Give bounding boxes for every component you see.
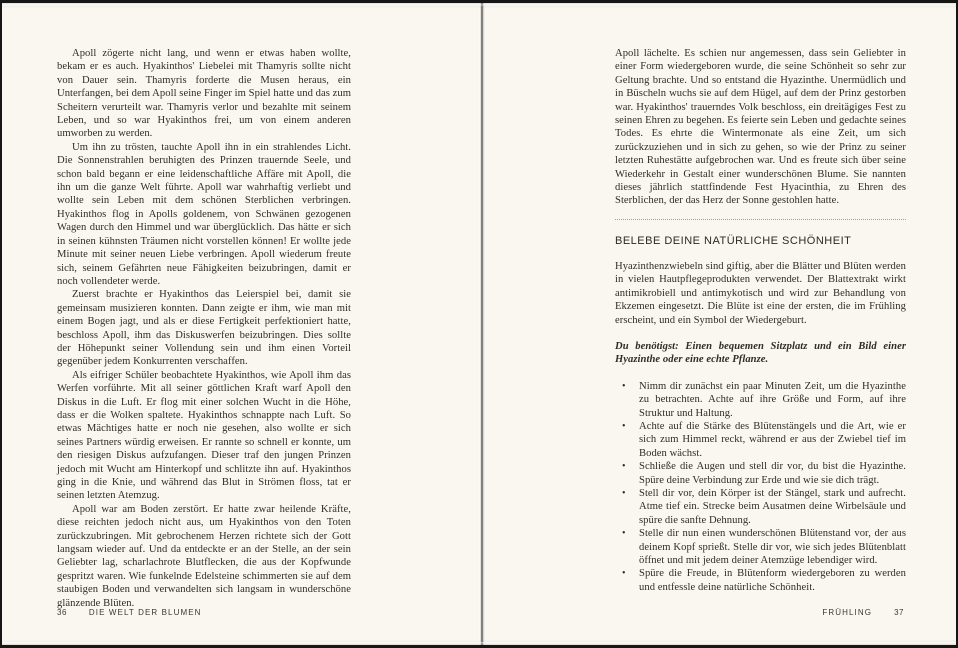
- bullet-item: • Stell dir vor, dein Körper ist der Stängel, stark und aufrecht. Atme tief ein. Strecke beim Ausatmen deine Wirbelsäule und spüre die sanfte Dehnung.: [615, 487, 906, 527]
- body-paragraph: Als eifriger Schüler beobachtete Hyakinthos, wie Apoll ihm das Werfen vorführte. Mit all seiner göttlichen Kraft warf Apoll den Diskus in die Luft. Er flog mit einer solchen Wucht in die Höhe, dass er die Wolken spaltete. Hyakinthos schnappte nach Luft. So etwas Mächtiges hatte er noch nie gesehen, also wollte er sich seines Partners würdig erweisen. Er rannte so schnell er konnte, um den riesigen Diskus aufzufangen. Dieser traf den jungen Prinzen jedoch mit Wucht am Hinterkopf und schlitzte ihn auf. Hyakinthos ging in die Knie, und während das Blut in Strömen floss, tat er seinen letzten Atemzug.: [57, 369, 351, 502]
- materials-note: Du benötigst: Einen bequemen Sitzplatz und ein Bild einer Hyazinthe oder eine echte Pflanze.: [615, 340, 906, 366]
- body-paragraph: Zuerst brachte er Hyakinthos das Leierspiel bei, damit sie gemeinsam musizieren konnten. Dann zeigte er ihm, wie man mit einem Bogen jagt, und als er diese Fertigkeit perfektioniert hatte, beschloss Apoll, ihm das Diskuswerfen beizubringen. Dies sollte der Höhepunkt seiner Vollendung sein und ihm einen Vorteil gegenüber jedem Konkurrenten verschaffen.: [57, 289, 351, 368]
- running-head: FRÜHLING: [822, 608, 873, 617]
- body-paragraph: Apoll zögerte nicht lang, und wenn er etwas haben wollte, bekam er es auch. Hyakinthos' Liebelei mit Thamyris sollte nicht von Dauer sein. Thamyris forderte die Musen heraus, ein Unterfangen, bei dem Apoll seine Finger im Spiel hatte und das zum Scheitern verurteilt war. Thamyris verlor und bezahlte mit seinem Leben, und so war Hyakinthos frei, um von einem anderen umworben zu werden.: [57, 48, 351, 140]
- body-paragraph: Apoll war am Boden zerstört. Er hatte zwar heilende Kräfte, diese reichten jedoch nicht aus, um Hyakinthos von den Toten zurückzubringen. Mit gebrochenem Herzen richtete sich der Gott langsam wieder auf. Und da entdeckte er an der Stelle, an der sein Geliebter lag, scharlachrote Blutflecken, die aus der Kopfwunde gespritzt waren. Wie funkelnde Edelsteine schimmerten sie auf dem staubigen Boden und verwandelten sich langsam in wunderschöne glänzende Blüten.: [57, 503, 351, 609]
- left-page-footer: [2, 608, 479, 617]
- bullet-item: • Schließe die Augen und stell dir vor, du bist die Hyazinthe. Spüre deine Verbindung zur Erde und wie sie dich trägt.: [615, 460, 906, 487]
- bullet-item: • Stelle dir nun einen wunderschönen Blütenstand vor, der aus deinem Kopf sprießt. Stelle dir vor, wie sich jedes Blütenblatt öffnet und mit jedem deiner Atemzüge lebendiger wird.: [615, 527, 906, 567]
- right-page-footer: [485, 608, 956, 617]
- running-head: DIE WELT DER BLUMEN: [88, 608, 202, 617]
- page-number: 37: [894, 608, 904, 617]
- bullet-item: • Spüre die Freude, in Blütenform wiedergeboren zu werden und entfessle deine natürliche Schönheit.: [615, 567, 906, 594]
- left-page: [2, 3, 479, 645]
- body-paragraph: Apoll lächelte. Es schien nur angemessen, dass sein Geliebter in einer Form wiedergeboren wurde, die seine Schönheit so sehr zur Geltung brachte. Und so entstand die Hyazinthe. Unermüdlich und in Büscheln wuchs sie auf dem Hügel, auf dem der Prinz gestorben war. Hyakinthos' trauerndes Volk beschloss, ein dreitägiges Fest zu seinen Ehren zu begehen. Es feierte sein Leben und gedachte seines Todes. Es ehrte die Wintermonate als eine Zeit, um sich zurückzuziehen und in sich zu gehen, so wie der Prinz zu seiner letzten Ruhestätte aufgebrochen war. Und es freute sich über seine Wiederkehr in Gestalt einer wunderschönen Blume. Sie nannten dieses jährlich stattfindende Fest Hyacinthia, zu Ehren des Sterblichen, der das Herz der Sonne gestohlen hatte.: [615, 48, 906, 207]
- body-paragraph: Um ihn zu trösten, tauchte Apoll ihn in ein strahlendes Licht. Die Sonnenstrahlen beruhigten des Prinzen trauernde Seele, und schon bald begann er eine leidenschaftliche Affäre mit Apoll, die ihn um die ganze Welt führte. Apoll war wahrhaftig verliebt und wollte sein Leben mit dem schönen Sterblichen verbringen. Hyakinthos flog in Apolls goldenem, von Schwänen gezogenen Wagen durch den Himmel und war überglücklich. Das hätte er sich in seinen kühnsten Träumen nicht vorstellen können! Er wollte jede Minute mit seiner neuen Liebe verbringen. Apoll wiederum freute sich, seinem Gefährten neue Fähigkeiten beizubringen, damit er noch vollendeter werde.: [57, 141, 351, 287]
- section-intro-paragraph: Hyazinthenzwiebeln sind giftig, aber die Blätter und Blüten werden in vielen Hautpflegeprodukten verwendet. Der Blattextrakt wirkt antimikrobiell und antimykotisch und wird zur Behandlung von Ekzemen eingesetzt. Die Blüte ist eine der ersten, die im Frühling erscheint, und ein Symbol der Wiedergeburt.: [615, 260, 906, 326]
- bullet-item: • Nimm dir zunächst ein paar Minuten Zeit, um die Hyazinthe zu betrachten. Achte auf ihre Größe und Form, auf ihre Struktur und Haltung.: [615, 380, 906, 420]
- dotted-section-divider: [615, 219, 906, 220]
- bullet-item: • Achte auf die Stärke des Blütenstängels und die Art, wie er sich zum Himmel reckt, während er aus der Zwiebel tief im Boden wächst.: [615, 420, 906, 460]
- section-heading: BELEBE DEINE NATÜRLICHE SCHÖNHEIT: [615, 234, 852, 247]
- exercise-bullet-list: [615, 380, 906, 595]
- right-page: [485, 3, 956, 645]
- page-number: 36: [57, 608, 67, 617]
